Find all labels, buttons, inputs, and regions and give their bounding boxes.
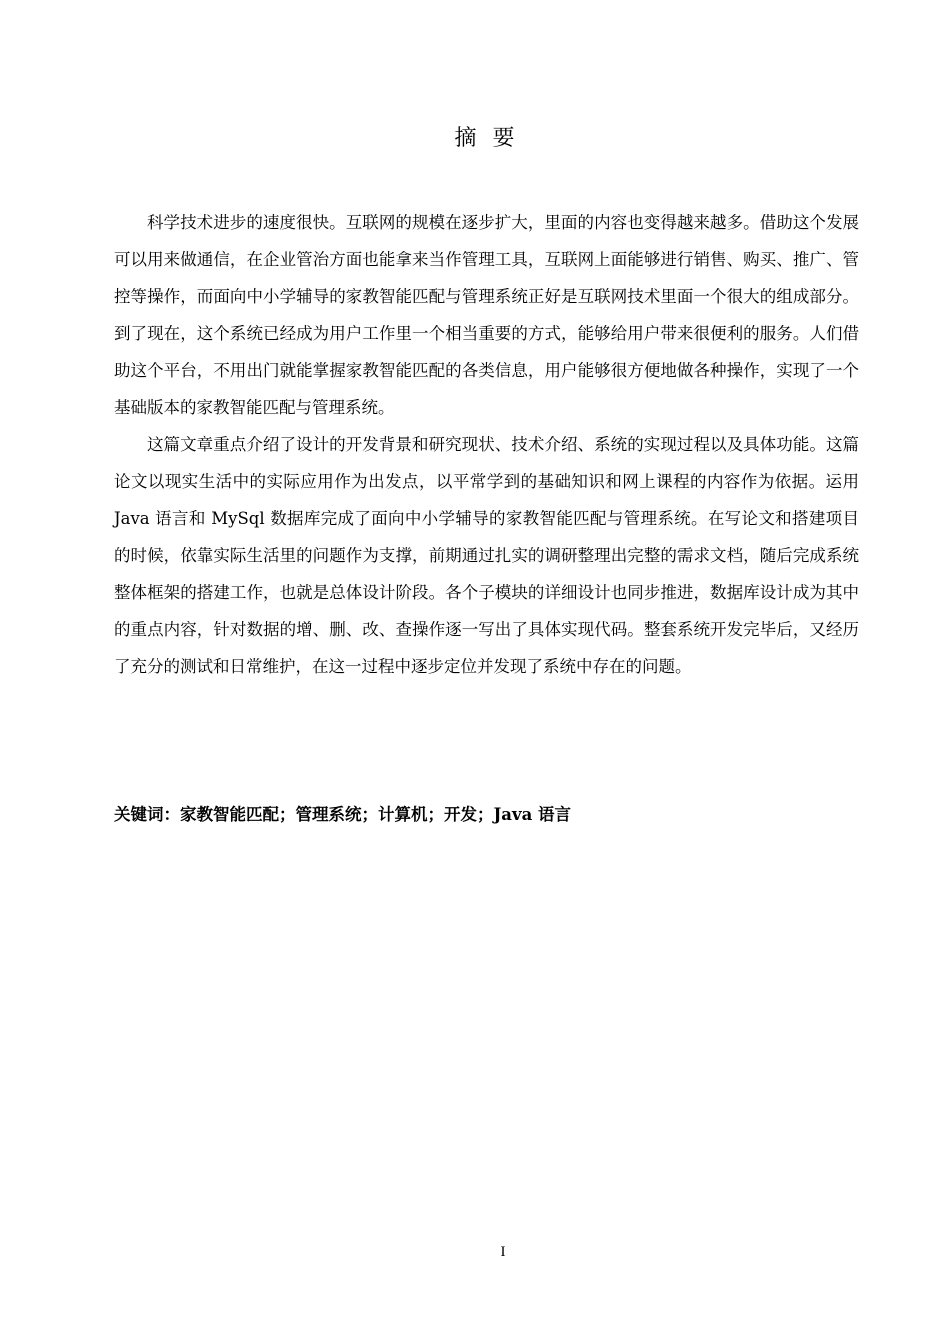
keywords-line: 关键词：家教智能匹配；管理系统；计算机；开发；Java 语言 <box>114 805 572 824</box>
abstract-paragraph-1: 科学技术进步的速度很快。互联网的规模在逐步扩大，里面的内容也变得越来越多。借助这个发展可以用来做通信，在企业管治方面也能拿来当作管理工具，互联网上面能够进行销售、购买、推广、管控等操作，而面向中小学辅导的家教智能匹配与管理系统正好是互联网技术里面一个很大的组成部分。到了现在，这个系统已经成为用户工作里一个相当重要的方式，能够给用户带来很便利的服务。人们借助这个平台，不用出门就能掌握家教智能匹配的各类信息，用户能够很方便地做各种操作，实现了一个基础版本的家教智能匹配与管理系统。 <box>114 213 859 417</box>
page-number: I <box>500 1244 506 1260</box>
abstract-title: 摘要 <box>454 126 531 151</box>
abstract-paragraph-2: 这篇文章重点介绍了设计的开发背景和研究现状、技术介绍、系统的实现过程以及具体功能。这篇论文以现实生活中的实际应用作为出发点，以平常学到的基础知识和网上课程的内容作为依据。运用 Java 语言和 MySql 数据库完成了面向中小学辅导的家教智能匹配与管理系统。在写论文和搭建项目的时候，依靠实际生活里的问题作为支撑，前期通过扎实的调研整理出完整的需求文档，随后完成系统整体框架的搭建工作，也就是总体设计阶段。各个子模块的详细设计也同步推进，数据库设计成为其中的重点内容，针对数据的增、删、改、查操作逐一写出了具体实现代码。整套系统开发完毕后，又经历了充分的测试和日常维护，在这一过程中逐步定位并发现了系统中存在的问题。 <box>114 435 859 676</box>
abstract-body <box>114 204 859 685</box>
